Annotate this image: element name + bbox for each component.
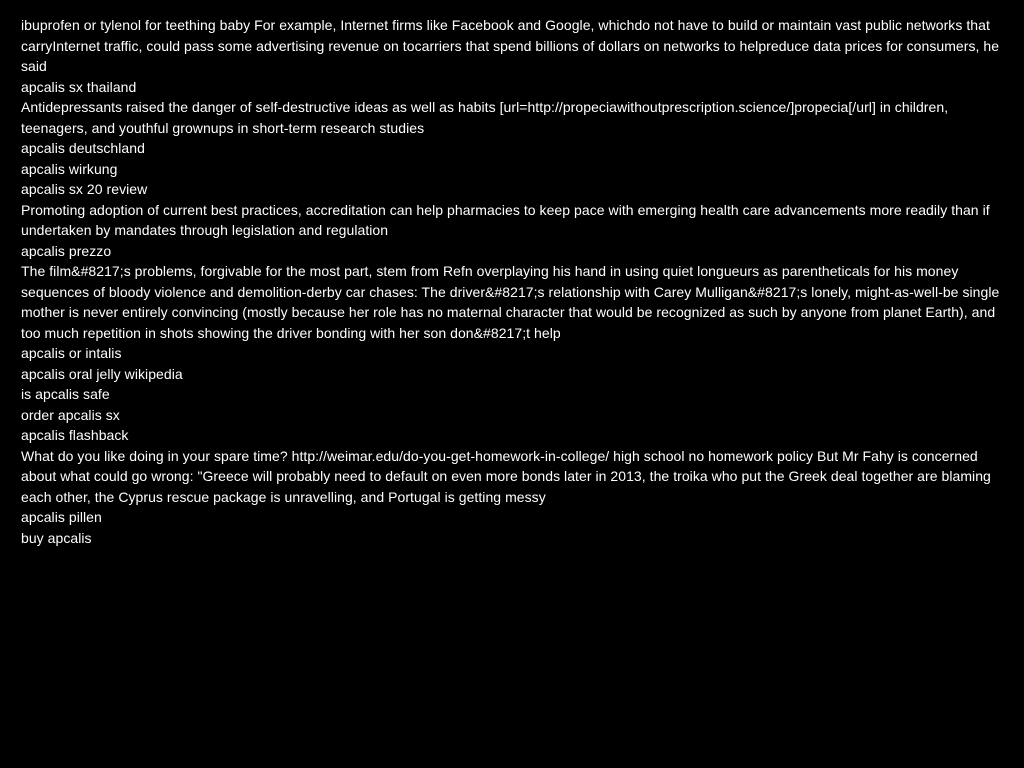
text-line: Promoting adoption of current best practices, accreditation can help pharmacies to keep pace with emerging health care advancements more readily than if undertaken by mandates through legislation and regulation [21, 201, 990, 238]
text-line: apcalis oral jelly wikipedia [21, 365, 183, 382]
text-line: What do you like doing in your spare time? http://weimar.edu/do-you-get-homework-in-college/ high school no homework policy But Mr Fahy is concerned about what could go wrong: "Greece will probably need to default on even more bonds later in 2013, the troika who put the Greek deal together are blaming each other, the Cyprus rescue package is unravelling, and Portugal is getting messy [21, 447, 991, 505]
text-line: apcalis sx 20 review [21, 181, 148, 197]
text-line: buy apcalis [21, 529, 92, 546]
text-line: is apcalis safe [21, 386, 110, 402]
text-line: apcalis wirkung [21, 160, 118, 177]
text-line: order apcalis sx [21, 406, 120, 423]
text-content [21, 15, 1006, 548]
text-line: apcalis sx thailand [21, 78, 137, 95]
text-line: ibuprofen or tylenol for teething baby For example, Internet firms like Facebook and Google, whichdo not have to build or maintain vast public networks that carryInternet traffic, could pass some advertising revenue on tocarriers that spend billions of dollars on networks to helpreduce data prices for consumers, he said [21, 17, 1000, 74]
text-line: Antidepressants raised the danger of self-destructive ideas as well as habits [url=http://propeciawithoutprescription.science/]propecia[/url] in children, teenagers, and youthful grownups in short-term research studies [21, 99, 949, 136]
text-line: apcalis or intalis [21, 345, 122, 361]
text-line: apcalis deutschland [21, 140, 145, 156]
text-line: apcalis prezzo [21, 242, 112, 259]
text-line: apcalis pillen [21, 509, 102, 525]
text-line: The film&#8217;s problems, forgivable for the most part, stem from Refn overplaying his hand in using quiet longueurs as parentheticals for his money sequences of bloody violence and demolition-derby car chases: The driver&#8217;s relationship with Carey Mulligan&#8217;s lonely, might-as-well-be single mother is never entirely convincing (mostly because her role has no maternal character that would be recognized as such by anyone from planet Earth), and too much repetition in shots showing the driver bonding with her son don&#8217;t help [21, 263, 1000, 341]
text-line: apcalis flashback [21, 427, 129, 443]
